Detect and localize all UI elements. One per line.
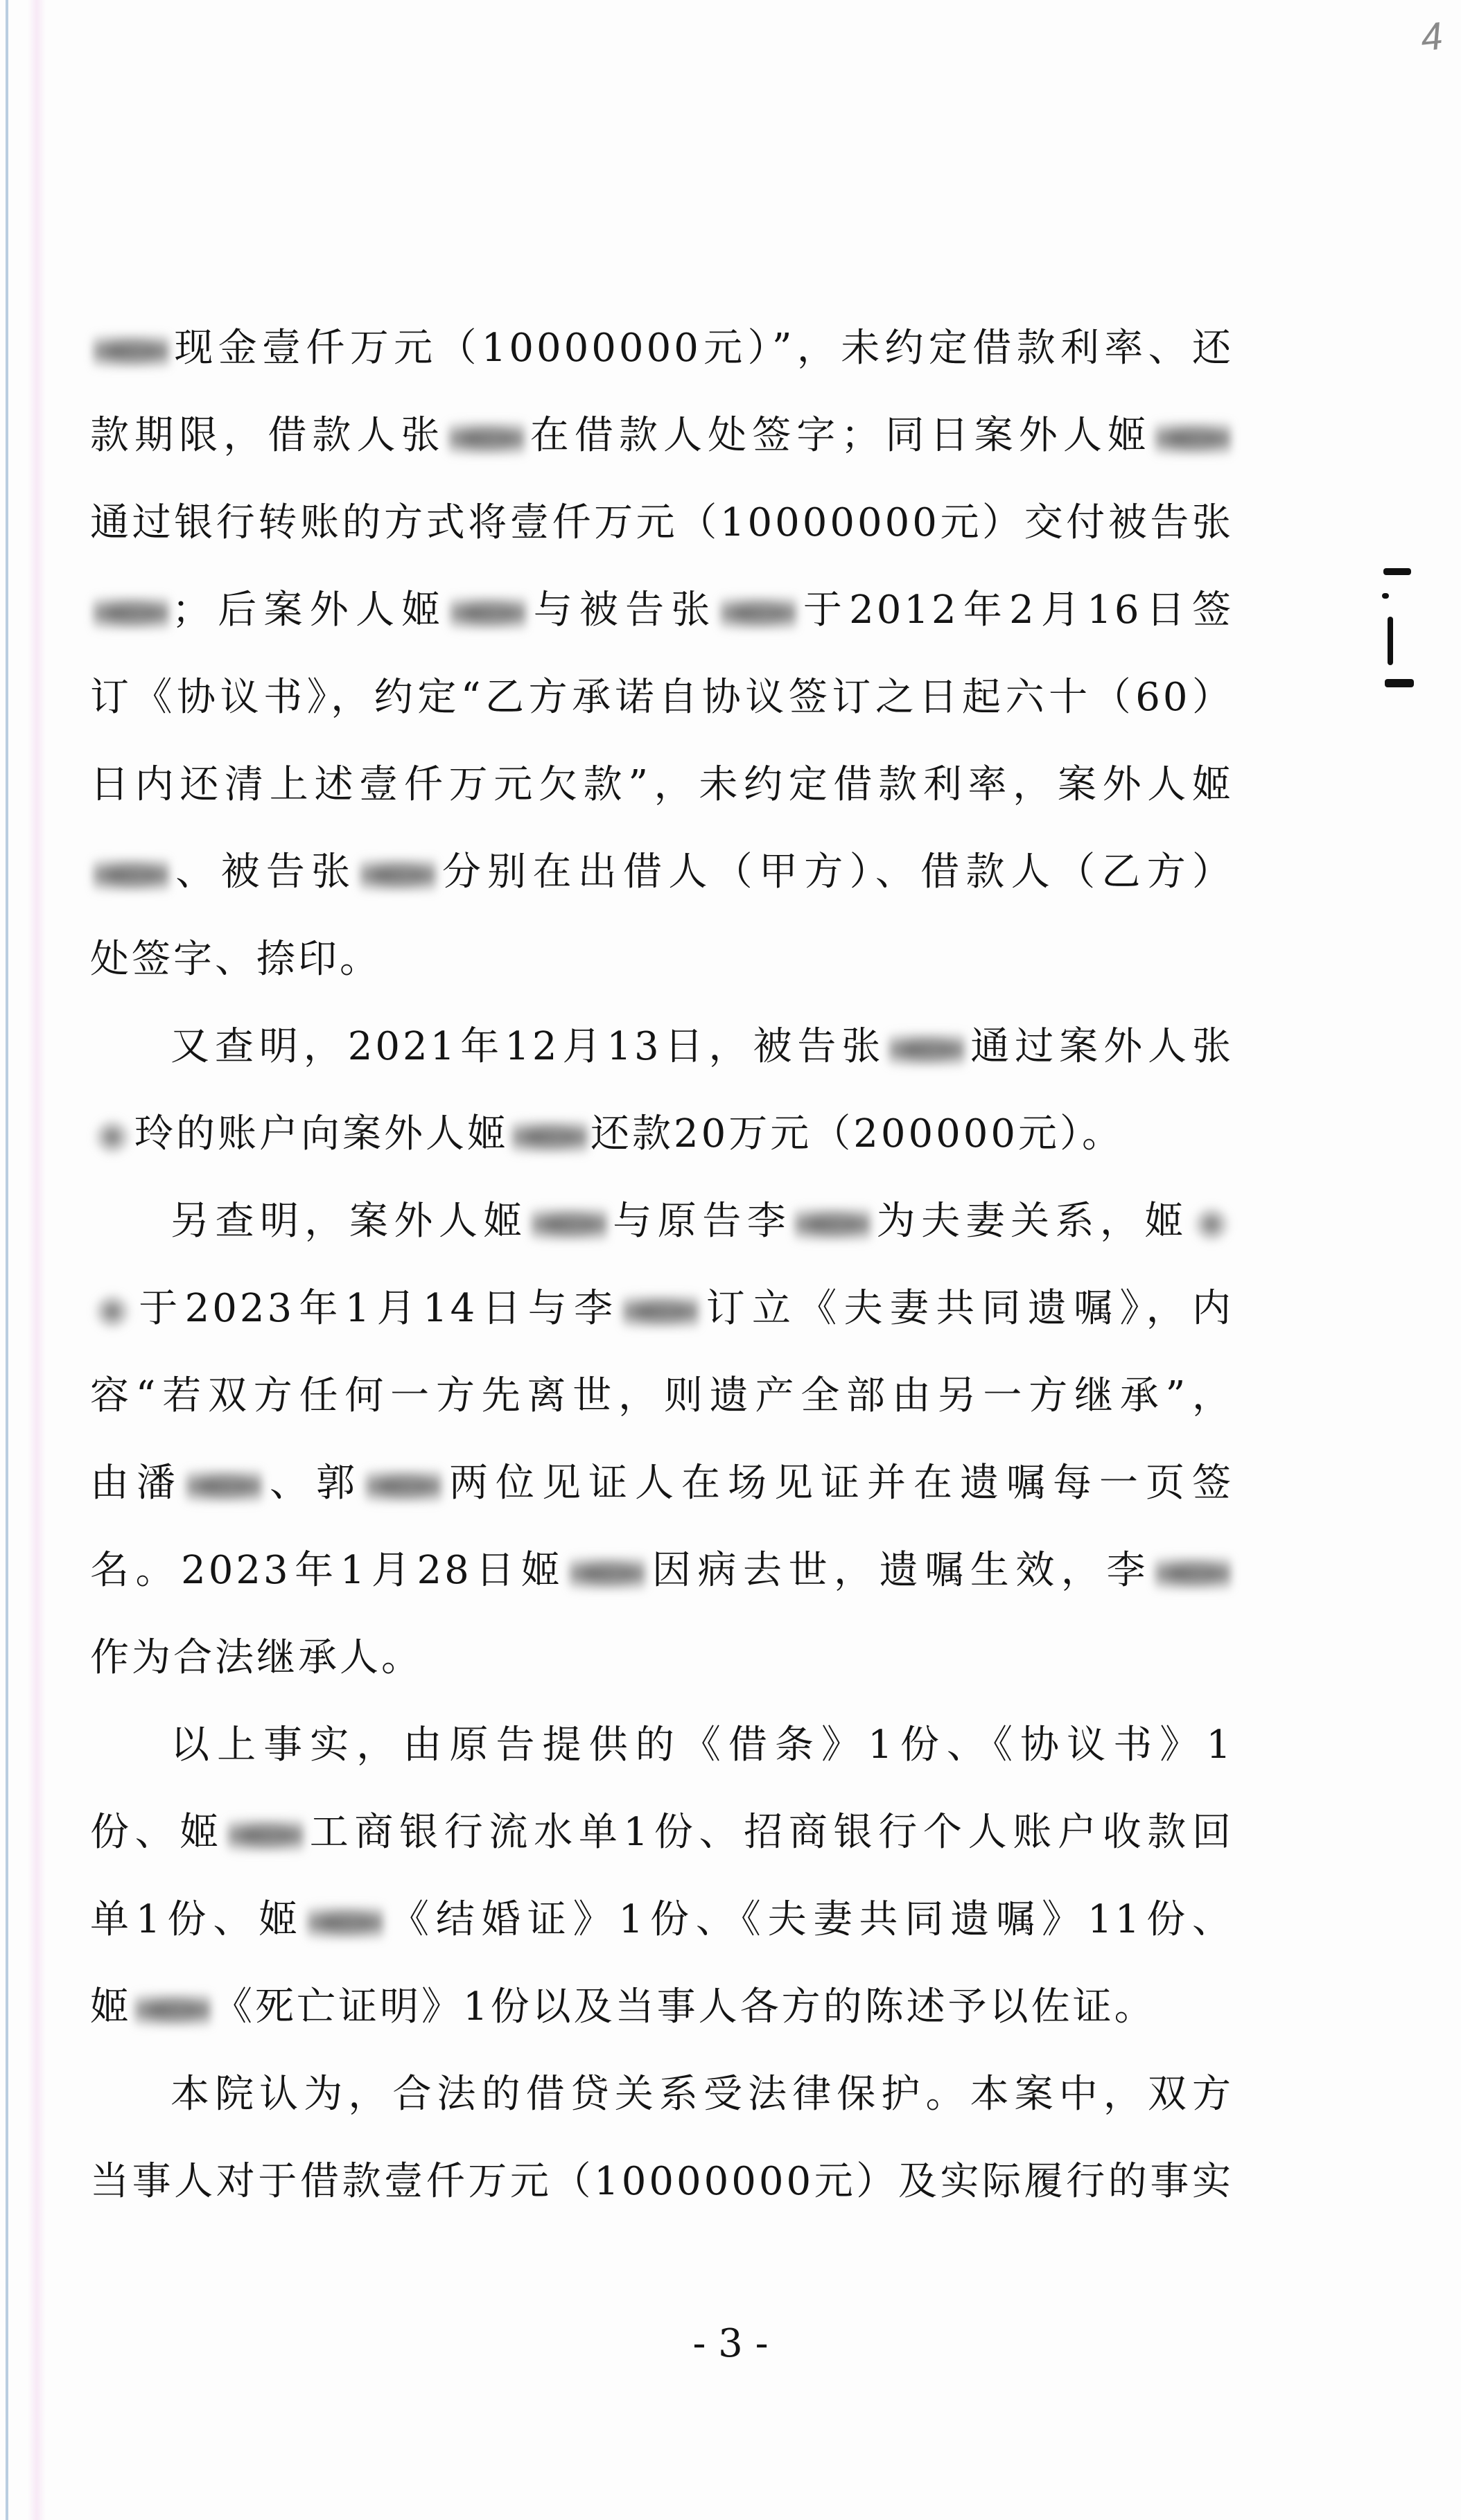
text-segment: 名。2023年1月28日姬 xyxy=(90,1548,567,1593)
redacted-name xyxy=(134,1991,211,2029)
text-line xyxy=(90,654,1234,741)
text-segment: 与被告张 xyxy=(529,588,717,633)
scan-left-edge xyxy=(6,0,8,2520)
redacted-name xyxy=(93,1292,132,1331)
text-line xyxy=(90,1178,1234,1265)
redacted-name xyxy=(227,1816,304,1855)
text-line xyxy=(90,479,1234,567)
text-line xyxy=(90,916,1234,1003)
text-segment: 现金壹仟万元（10000000元）”，未约定借款利率、还 xyxy=(172,326,1234,371)
handwritten-page-mark: 4 xyxy=(1418,13,1445,60)
text-segment: 份、姬 xyxy=(90,1810,225,1855)
redacted-name xyxy=(307,1903,383,1942)
text-segment: 订《协议书》，约定“乙方承诺自协议签订之日起六十（60） xyxy=(90,675,1234,720)
text-segment: 还款20万元（200000元）。 xyxy=(590,1111,1124,1156)
text-line xyxy=(90,1614,1234,1702)
text-line xyxy=(90,567,1234,654)
text-segment: 订立《夫妻共同遗嘱》，内 xyxy=(701,1286,1234,1331)
text-segment: 分别在出借人（甲方）、借款人（乙方） xyxy=(438,849,1234,895)
text-segment: 《结婚证》1份、《夫妻共同遗嘱》11份、 xyxy=(386,1897,1234,1942)
text-line xyxy=(90,1440,1234,1527)
text-segment: 日内还清上述壹仟万元欠款”，未约定借款利率，案外人姬 xyxy=(90,762,1234,807)
text-segment: 姬 xyxy=(90,1984,132,2029)
text-line xyxy=(90,1964,1234,2051)
text-segment: 作为合法继承人。 xyxy=(90,1635,423,1680)
text-segment: 通过案外人张 xyxy=(968,1024,1234,1069)
text-segment: 《死亡证明》1份以及当事人各方的陈述予以佐证。 xyxy=(213,1984,1156,2029)
text-segment: 通过银行转账的方式将壹仟万元（10000000元）交付被告张 xyxy=(90,500,1234,545)
redacted-name xyxy=(186,1467,262,1506)
text-segment: 单1份、姬 xyxy=(90,1897,305,1942)
text-line xyxy=(90,1702,1234,1789)
text-segment: 另查明，案外人姬 xyxy=(170,1199,528,1244)
redacted-name xyxy=(531,1205,607,1244)
text-segment: 在借款人处签字；同日案外人姬 xyxy=(527,413,1153,458)
text-segment: 为夫妻关系，姬 xyxy=(873,1199,1190,1244)
text-segment: 又查明，2021年12月13日，被告张 xyxy=(170,1024,886,1069)
text-segment: 于2012年2月16日签 xyxy=(798,588,1234,633)
redacted-name xyxy=(622,1292,699,1331)
text-segment: 处签字、捺印。 xyxy=(90,937,381,982)
redacted-name xyxy=(93,594,169,633)
text-line xyxy=(90,1265,1234,1352)
text-line xyxy=(90,741,1234,829)
redacted-name xyxy=(450,594,526,633)
text-segment: 工商银行流水单1份、招商银行个人账户收款回 xyxy=(306,1810,1234,1855)
text-segment: 、郭 xyxy=(265,1461,362,1506)
text-segment: 款期限，借款人张 xyxy=(90,413,446,458)
text-segment: ；后案外人姬 xyxy=(172,588,448,633)
text-line xyxy=(90,1789,1234,1876)
text-line xyxy=(90,1527,1234,1614)
text-line xyxy=(90,1091,1234,1178)
document-body xyxy=(90,305,1234,2226)
redacted-name xyxy=(448,419,525,458)
text-line xyxy=(90,2051,1234,2138)
text-segment: 两位见证人在场见证并在遗嘱每一页签 xyxy=(444,1461,1234,1506)
text-line xyxy=(90,392,1234,479)
redacted-name xyxy=(1155,419,1231,458)
redacted-name xyxy=(93,1118,132,1156)
text-line xyxy=(90,829,1234,916)
text-line xyxy=(90,2138,1234,2226)
text-segment: 、被告张 xyxy=(172,849,357,895)
redacted-name xyxy=(93,856,169,895)
text-segment: 容“若双方任何一方先离世，则遗产全部由另一方继承”， xyxy=(90,1373,1234,1418)
text-line xyxy=(90,1876,1234,1964)
redacted-name xyxy=(1155,1554,1231,1593)
scan-artifact-band xyxy=(28,0,46,2520)
redacted-name xyxy=(511,1118,588,1156)
redacted-name xyxy=(365,1467,441,1506)
seam-stamp-icon xyxy=(1379,568,1421,693)
text-segment: 与原告李 xyxy=(609,1199,792,1244)
redacted-name xyxy=(569,1554,645,1593)
text-segment: 当事人对于借款壹仟万元（10000000元）及实际履行的事实 xyxy=(90,2159,1234,2204)
page-number: - 3 - xyxy=(692,2321,769,2366)
text-segment: 由潘 xyxy=(90,1461,183,1506)
text-segment: 本院认为，合法的借贷关系受法律保护。本案中，双方 xyxy=(170,2072,1234,2117)
redacted-name xyxy=(93,332,169,371)
redacted-name xyxy=(720,594,796,633)
text-line xyxy=(90,1352,1234,1440)
text-segment: 玲的账户向案外人姬 xyxy=(134,1111,509,1156)
text-line xyxy=(90,305,1234,392)
text-segment: 于2023年1月14日与李 xyxy=(134,1286,620,1331)
text-segment: 以上事实，由原告提供的《借条》1份、《协议书》1 xyxy=(170,1722,1234,1768)
redacted-name xyxy=(1192,1205,1231,1244)
text-segment: 因病去世，遗嘱生效，李 xyxy=(648,1548,1153,1593)
redacted-name xyxy=(360,856,436,895)
redacted-name xyxy=(794,1205,871,1244)
text-line xyxy=(90,1003,1234,1091)
redacted-name xyxy=(889,1030,965,1069)
